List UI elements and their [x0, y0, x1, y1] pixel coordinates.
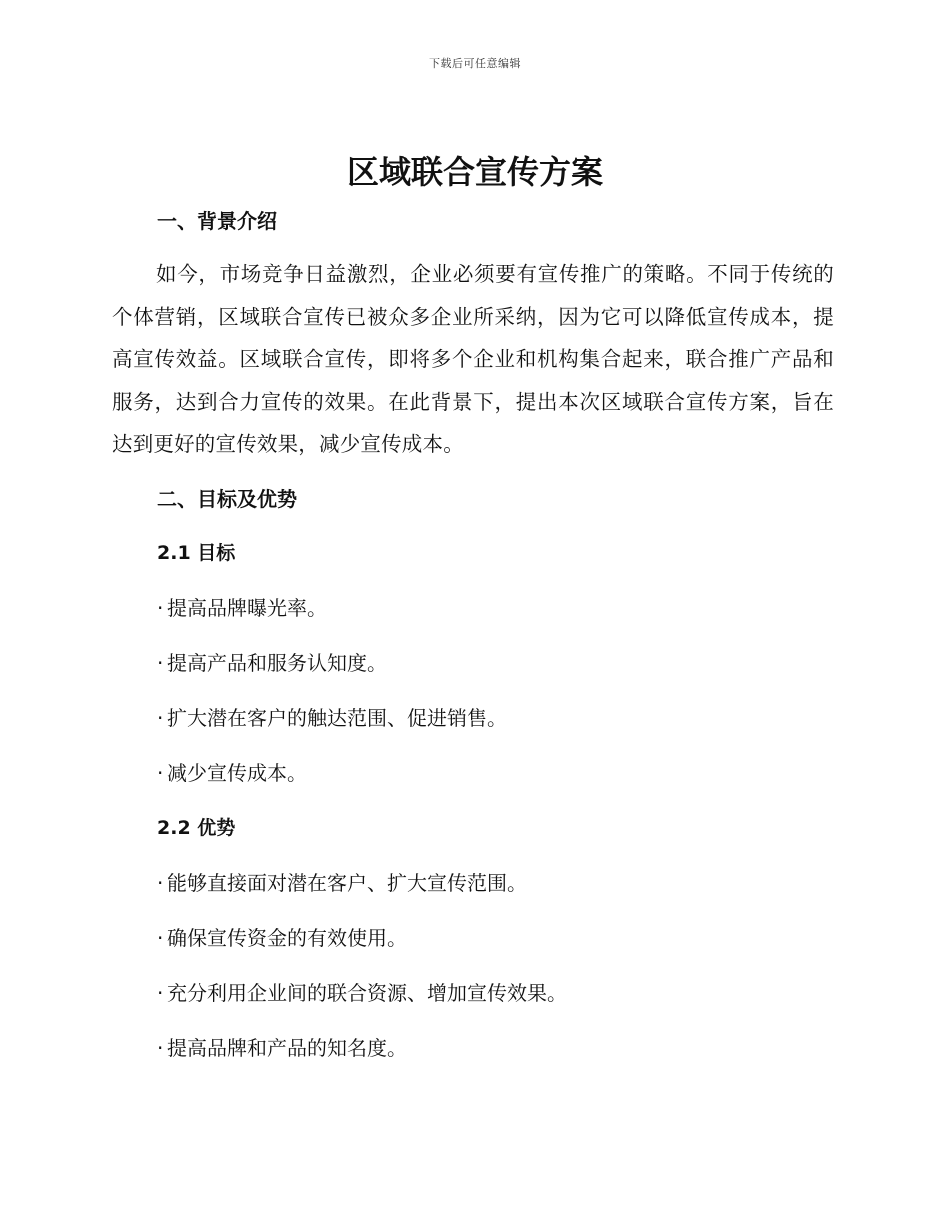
list-item	[157, 924, 407, 952]
list-item-text: 减少宣传成本。	[167, 761, 307, 785]
list-item-text: 提高品牌曝光率。	[167, 596, 327, 620]
header-note: 下载后可任意编辑	[429, 57, 521, 70]
bullet-icon: ·	[157, 926, 164, 950]
list-item	[157, 979, 567, 1007]
section-heading-goals-advantages: 二、目标及优势	[157, 487, 297, 511]
list-item	[157, 704, 507, 732]
list-item	[157, 649, 387, 677]
list-item-text: 扩大潜在客户的触达范围、促进销售。	[167, 706, 507, 730]
background-paragraph: 如今，市场竞争日益激烈，企业必须要有宣传推广的策略。不同于传统的个体营销，区域联合宣传已被众多企业所采纳，因为它可以降低宣传成本，提高宣传效益。区域联合宣传，即将多个企业和机构集合起来，联合推广产品和服务，达到合力宣传的效果。在此背景下，提出本次区域联合宣传方案，旨在达到更好的宣传效果，减少宣传成本。	[112, 262, 834, 456]
bullet-icon: ·	[157, 651, 164, 675]
list-item-text: 能够直接面对潜在客户、扩大宣传范围。	[167, 871, 527, 895]
bullet-icon: ·	[157, 761, 164, 785]
list-item-text: 提高品牌和产品的知名度。	[167, 1036, 407, 1060]
bullet-icon: ·	[157, 981, 164, 1005]
bullet-icon: ·	[157, 1036, 164, 1060]
bullet-icon: ·	[157, 596, 164, 620]
list-item	[157, 594, 327, 622]
list-item	[157, 759, 307, 787]
list-item	[157, 869, 527, 897]
list-item-text: 提高产品和服务认知度。	[167, 651, 387, 675]
bullet-icon: ·	[157, 706, 164, 730]
document-title: 区域联合宣传方案	[346, 153, 603, 191]
list-item-text: 确保宣传资金的有效使用。	[167, 926, 407, 950]
list-item	[157, 1034, 407, 1062]
subsection-heading-goals: 2.1 目标	[157, 542, 236, 564]
subsection-heading-advantages: 2.2 优势	[157, 817, 236, 839]
list-item-text: 充分利用企业间的联合资源、增加宣传效果。	[167, 981, 567, 1005]
section-heading-background: 一、背景介绍	[157, 209, 277, 233]
bullet-icon: ·	[157, 871, 164, 895]
